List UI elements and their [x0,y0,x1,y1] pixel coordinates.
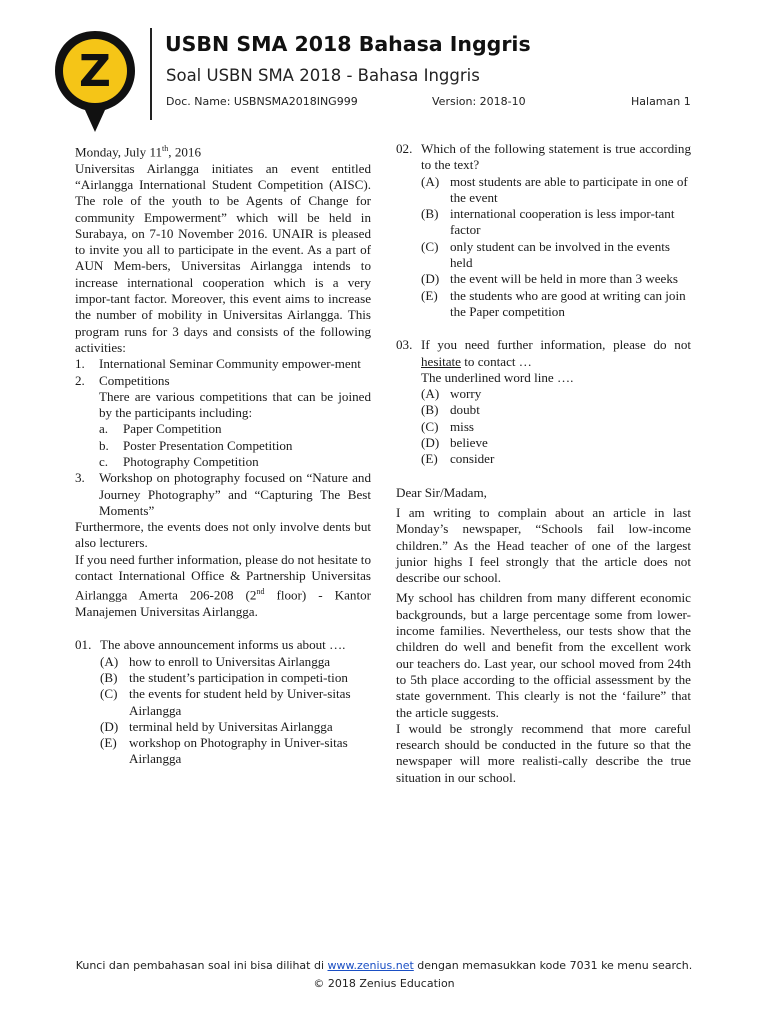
header-divider [150,28,152,120]
question-03: 03. If you need further information, please do not hesitate to contact … The underlined word line …. (A) worry (B) doubt (C) miss (D) believe (E) consider [396,337,691,467]
question-text: If you need further information, please do not hesitate to contact … [421,337,691,369]
answer-option[interactable]: (D) the event will be held in more than 3 weeks [421,271,678,287]
answer-option[interactable]: (B) international cooperation is less impor-tant factor [421,206,675,238]
letter-paragraph: I would be strongly recommend that more careful research should be conducted in the future so that the newspaper will more realisti-cally describe the true situation in our school. [396,720,691,785]
doc-name: Doc. Name: USBNSMA2018ING999 [166,95,358,108]
answer-option[interactable]: (C) only student can be involved in the events held [421,238,670,271]
answer-option[interactable]: (B) doubt [421,402,480,418]
list-item: b. Poster Presentation Competition [99,437,293,453]
answer-option[interactable]: (A) how to enroll to Universitas Airlangga [100,653,331,669]
question-text: Which of the following statement is true according to the text? [421,141,691,173]
copyright: © 2018 Zenius Education [313,977,455,990]
list-item: 1. International Seminar Community empower-ment [75,356,361,372]
question-01: 01. The above announcement informs us about …. (A) how to enroll to Universitas Airlangga (B) the student’s participation in competi-tion (C) the events for student held by Univer-sitas Airlangga (D) terminal held by Universitas Airlangga (E) workshop on Photography in Univer-sitas Airlangga [75,637,371,767]
footer-note: Kunci dan pembahasan soal ini bisa dilihat di www.zenius.net dengan memasukkan kode 7031 ke menu search. [75,959,693,972]
answer-option[interactable]: (C) miss [421,418,475,434]
answer-option[interactable]: (A) worry [421,386,482,402]
zenius-logo [52,28,138,134]
date: Monday, July 11th, 2016 [75,144,202,160]
answer-option[interactable]: (A) most students are able to participate in one of the event [421,173,688,205]
announcement-intro: Universitas Airlangga initiates an event entitled “Airlangga International Student Competition (AISC). The role of the youth to be Agents of Change for community Empowerment” which will be held in Surabaya, on 7-10 November 2016. UNAIR is pleased to invite you all to participate in the event. As a part of AUN Mem-bers, Universitas Airlangga intends to increase international cooperation which is a very impor-tant factor. Moreover, this event aims to increase the number of mobility in Universitas Airlangga. This program runs for 3 days and consists of the following activities: [75,160,371,355]
left-column [75,141,371,768]
answer-option[interactable]: (E) consider [421,451,495,467]
answer-option[interactable]: (B) the student’s participation in competi-tion [100,669,348,685]
answer-option[interactable]: (E) workshop on Photography in Univer-sitas Airlangga [100,735,348,767]
page-title: USBN SMA 2018 Bahasa Inggris [165,32,531,56]
list-item: a. Paper Competition [99,421,222,437]
underlined-word: hesitate [421,353,461,369]
letter-paragraph: I am writing to complain about an article in last Monday’s newspaper, “Schools fail low-income children.” As the Head teacher of one of the largest junior highs I feel strongly that the article does not describe our school. [396,504,691,586]
answer-option[interactable]: (D) believe [421,435,488,451]
list-item: c. Photography Competition [99,454,259,469]
list-item: 3. Workshop on photography focused on “Nature and Journey Photography” and “Capturing The Best Moments” [75,470,371,518]
doc-version: Version: 2018-10 [432,95,526,108]
contact-paragraph: If you need further information, please do not hesitate to contact International Office & Partnership Universitas Airlangga Amerta 206-208 (2nd floor) - Kantor Manajemen Universitas Airlangga. [75,551,371,620]
answer-option[interactable]: (D) terminal held by Universitas Airlangga [100,718,333,734]
page-number: Halaman 1 [631,95,691,108]
zenius-link[interactable]: www.zenius.net [327,959,414,972]
answer-option[interactable]: (C) the events for student held by Univer-sitas Airlangga [100,686,351,718]
question-02: 02. Which of the following statement is true according to the text? (A) most students are able to participate in one of the event (B) international cooperation is less impor-tant factor (C) only student can be involved in the events held (D) the event will be held in more than 3 weeks (E) the students who are good at writing can join the Paper competition [396,141,691,319]
letter-paragraph: My school has children from many different economic backgrounds, but a large percentage some from lower-income families. Nevertheless, our tests show that the children do well and benefit from the excellent work our teachers do. Last year, our school moved from 24th to 5th place according to the official assessment by the state government. This clearly is not the ‘failure” that the article suggests. [396,590,691,720]
question-text: The above announcement informs us about …. [100,637,346,653]
furthermore-paragraph: Furthermore, the events does not only involve dents but also lecturers. [75,519,371,551]
list-item: 2. Competitions [75,372,170,388]
page-subtitle: Soal USBN SMA 2018 - Bahasa Inggris [166,66,480,85]
right-column [396,141,691,786]
competitions-note: There are various competitions that can be joined by the participants including: [99,388,371,421]
letter-salutation: Dear Sir/Madam, [396,484,487,500]
logo-letter: Z [79,46,111,97]
question-prompt: The underlined word line …. [421,369,574,385]
answer-option[interactable]: (E) the students who are good at writing can join the Paper competition [421,287,686,319]
